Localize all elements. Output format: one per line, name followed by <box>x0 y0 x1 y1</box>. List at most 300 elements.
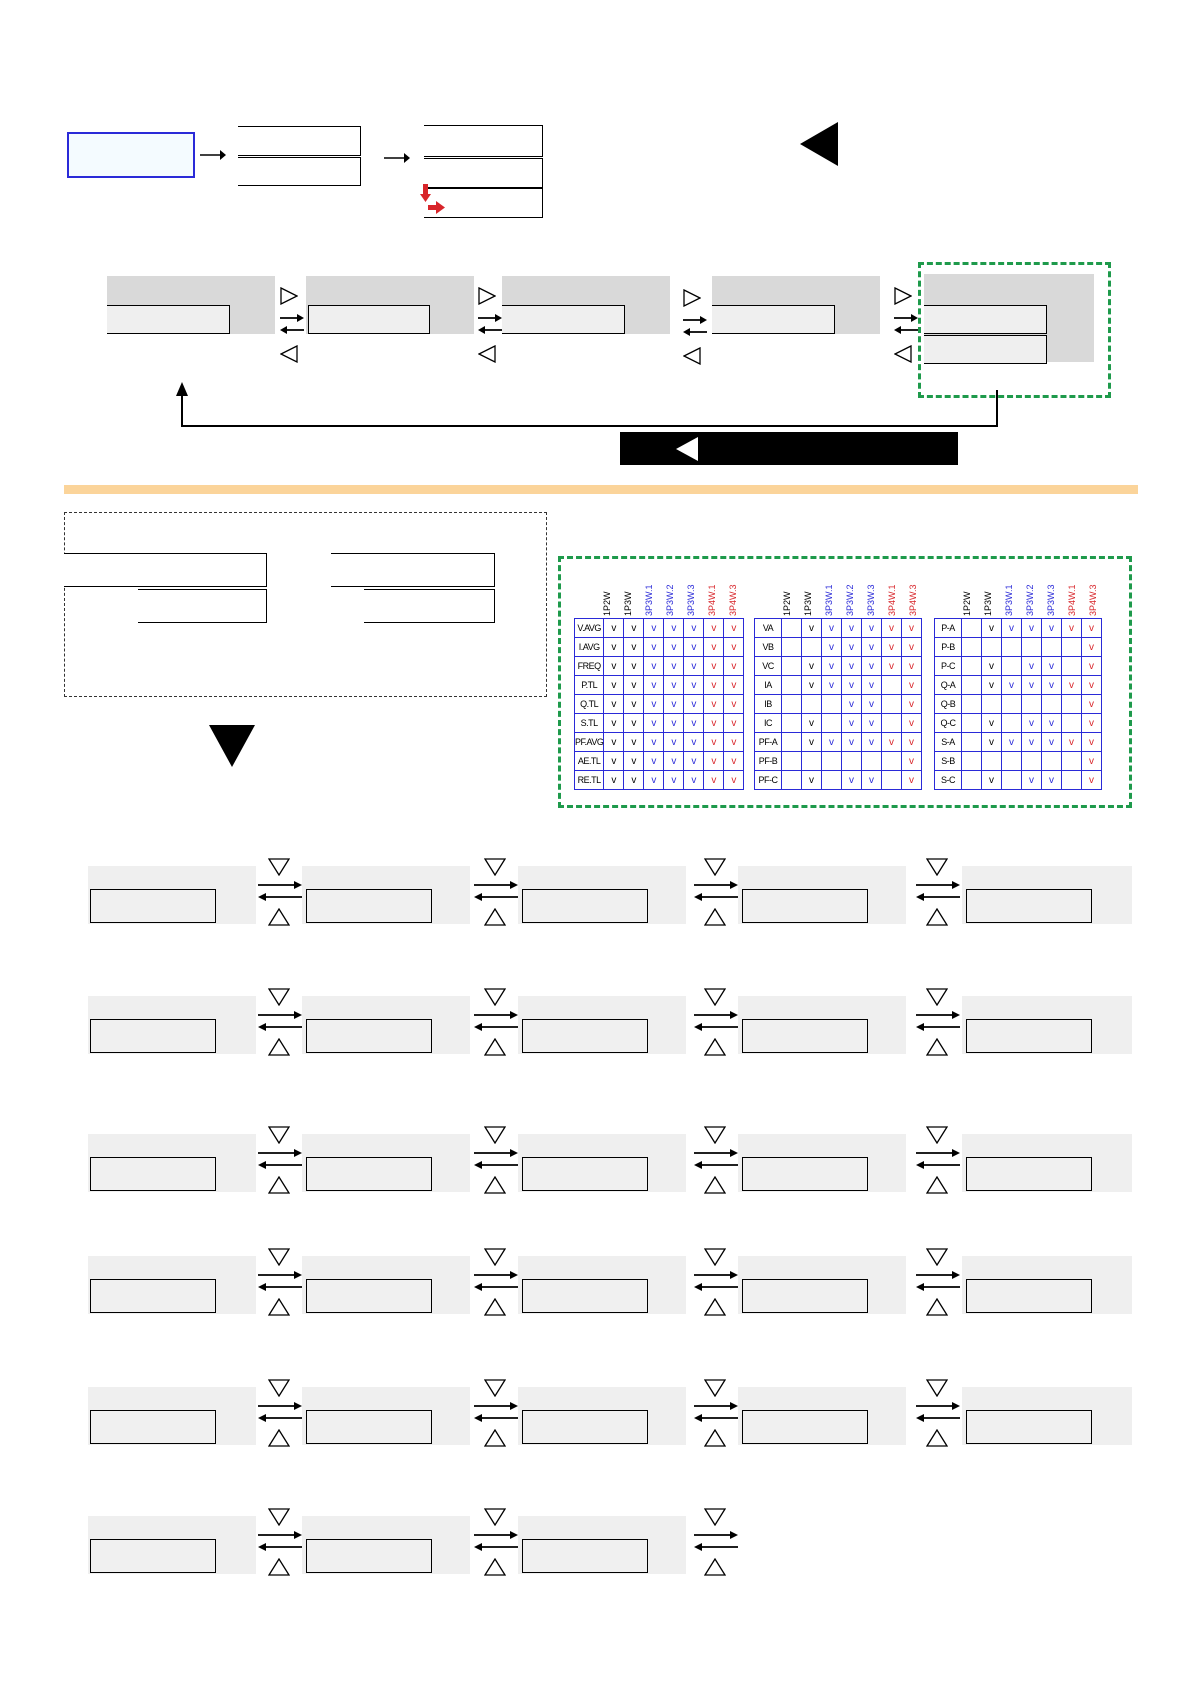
matrix-group <box>574 576 749 790</box>
check-mark-icon: v <box>809 736 814 748</box>
nav-group <box>258 1248 304 1316</box>
check-mark-icon: v <box>631 641 637 653</box>
matrix-cell <box>704 714 724 733</box>
matrix-cell <box>782 657 802 676</box>
triangle-down-outline-icon[interactable] <box>704 988 726 1006</box>
check-mark-icon: v <box>1089 641 1094 653</box>
matrix-row-label: IA <box>755 676 782 695</box>
matrix-cell <box>684 771 704 790</box>
nav-group <box>474 1508 520 1576</box>
triangle-down-outline-icon[interactable] <box>484 1248 506 1266</box>
matrix-column-header: 3P4W.3 <box>728 584 738 616</box>
matrix-cell <box>802 714 822 733</box>
check-mark-icon: v <box>909 622 914 634</box>
matrix-cell <box>1042 638 1062 657</box>
check-mark-icon: v <box>711 717 717 729</box>
check-mark-icon: v <box>849 641 854 653</box>
triangle-up-outline-icon[interactable] <box>704 1429 726 1447</box>
check-mark-icon: v <box>909 774 914 786</box>
matrix-row-label: PF-C <box>755 771 782 790</box>
check-mark-icon: v <box>691 698 697 710</box>
matrix-row <box>575 771 744 790</box>
matrix-cell <box>862 752 882 771</box>
matrix-cell <box>822 619 842 638</box>
matrix-cell <box>1082 714 1102 733</box>
check-mark-icon: v <box>671 698 677 710</box>
check-mark-icon: v <box>1069 622 1074 634</box>
nav-group <box>474 988 520 1056</box>
matrix-cell <box>604 657 624 676</box>
bidirectional-arrows-icon <box>694 1401 738 1423</box>
matrix-cell <box>664 771 684 790</box>
matrix-cell <box>862 733 882 752</box>
matrix-cell <box>664 638 684 657</box>
triangle-up-outline-icon[interactable] <box>268 1298 290 1316</box>
matrix-cell <box>802 619 822 638</box>
matrix-cell <box>822 733 842 752</box>
return-arrow-path <box>170 380 1010 430</box>
matrix-cell <box>1002 733 1022 752</box>
check-mark-icon: v <box>1029 736 1034 748</box>
matrix-cell <box>882 714 902 733</box>
triangle-down-outline-icon[interactable] <box>704 1508 726 1526</box>
matrix-column-header: 3P3W.1 <box>644 584 654 616</box>
check-mark-icon: v <box>691 641 697 653</box>
triangle-down-outline-icon[interactable] <box>268 1248 290 1266</box>
check-mark-icon: v <box>849 736 854 748</box>
matrix-cell <box>1022 695 1042 714</box>
triangle-down-outline-icon[interactable] <box>484 1508 506 1526</box>
check-mark-icon: v <box>889 736 894 748</box>
check-mark-icon: v <box>611 717 617 729</box>
bidirectional-arrows-icon <box>694 880 738 902</box>
matrix-cell <box>724 657 744 676</box>
matrix-row-label: P-A <box>935 619 962 638</box>
matrix-column-header: 3P3W.2 <box>665 584 675 616</box>
matrix-cell <box>982 752 1002 771</box>
display-field <box>742 1279 868 1313</box>
matrix-cell <box>724 714 744 733</box>
matrix-cell <box>1082 676 1102 695</box>
matrix-cell <box>1062 619 1082 638</box>
matrix-cell <box>1042 619 1062 638</box>
triangle-up-outline-icon[interactable] <box>926 1298 948 1316</box>
triangle-up-outline-icon[interactable] <box>704 1558 726 1576</box>
matrix-cell <box>902 657 922 676</box>
matrix-row <box>935 752 1102 771</box>
check-mark-icon: v <box>1009 736 1014 748</box>
matrix-row-label: Q-A <box>935 676 962 695</box>
matrix-cell <box>644 619 664 638</box>
matrix-cell <box>624 638 644 657</box>
matrix-cell <box>902 638 922 657</box>
matrix-cell <box>684 714 704 733</box>
check-mark-icon: v <box>1089 679 1094 691</box>
nav-group-2 <box>478 287 502 369</box>
display-field-2 <box>308 305 430 334</box>
matrix-cell <box>882 752 902 771</box>
triangle-up-outline-icon[interactable] <box>268 1558 290 1576</box>
triangle-right-icon[interactable] <box>894 287 912 305</box>
matrix-cell <box>822 695 842 714</box>
matrix-row <box>575 733 744 752</box>
entry-field-2 <box>238 157 361 186</box>
check-mark-icon: v <box>1089 736 1094 748</box>
triangle-down-outline-icon[interactable] <box>704 1379 726 1397</box>
display-field <box>306 1410 432 1444</box>
nav-group <box>694 1248 740 1316</box>
display-field <box>306 1157 432 1191</box>
triangle-down-outline-icon[interactable] <box>268 1379 290 1397</box>
setup-field-4 <box>364 589 495 623</box>
triangle-down-outline-icon[interactable] <box>926 1248 948 1266</box>
matrix-cell <box>982 771 1002 790</box>
bidirectional-arrows-icon <box>258 1401 302 1423</box>
triangle-up-outline-icon[interactable] <box>704 1038 726 1056</box>
check-mark-icon: v <box>809 660 814 672</box>
matrix-cell <box>624 619 644 638</box>
check-mark-icon: v <box>671 660 677 672</box>
triangle-up-outline-icon[interactable] <box>704 1298 726 1316</box>
matrix-cell <box>1062 695 1082 714</box>
matrix-row <box>755 619 922 638</box>
check-mark-icon: v <box>671 774 677 786</box>
nav-group-4 <box>894 287 918 369</box>
triangle-down-icon[interactable] <box>209 725 255 767</box>
check-mark-icon: v <box>849 698 854 710</box>
back-button-bar[interactable] <box>620 432 958 465</box>
matrix-cell <box>1022 752 1042 771</box>
matrix-cell <box>782 752 802 771</box>
triangle-right-icon[interactable] <box>280 287 298 305</box>
matrix-cell <box>822 714 842 733</box>
check-mark-icon: v <box>1029 679 1034 691</box>
triangle-down-outline-icon[interactable] <box>704 858 726 876</box>
matrix-cell <box>604 695 624 714</box>
triangle-down-outline-icon[interactable] <box>268 1508 290 1526</box>
check-mark-icon: v <box>829 622 834 634</box>
check-mark-icon: v <box>869 774 874 786</box>
matrix-row-label: FREQ <box>575 657 604 676</box>
triangle-down-outline-icon[interactable] <box>926 858 948 876</box>
bidirectional-arrows-icon <box>280 313 304 335</box>
matrix-header <box>602 576 749 618</box>
matrix-cell <box>1082 638 1102 657</box>
matrix-cell <box>1082 771 1102 790</box>
triangle-up-outline-icon[interactable] <box>484 1558 506 1576</box>
check-mark-icon: v <box>809 774 814 786</box>
matrix-row-label: V.AVG <box>575 619 604 638</box>
matrix-cell <box>604 676 624 695</box>
matrix-row <box>755 695 922 714</box>
matrix-cell <box>664 752 684 771</box>
nav-group <box>258 1508 304 1576</box>
display-field <box>90 889 216 923</box>
matrix-cell <box>842 733 862 752</box>
matrix-cell <box>604 752 624 771</box>
matrix-cell <box>1042 752 1062 771</box>
triangle-left-icon[interactable] <box>676 437 698 461</box>
matrix-cell <box>624 695 644 714</box>
matrix-row <box>575 619 744 638</box>
check-mark-icon: v <box>611 660 617 672</box>
matrix-column-header: 1P3W <box>983 591 993 616</box>
check-mark-icon: v <box>809 717 814 729</box>
matrix-cell <box>802 638 822 657</box>
matrix-column-header: 3P3W.3 <box>686 584 696 616</box>
check-mark-icon: v <box>1029 717 1034 729</box>
matrix-cell <box>882 771 902 790</box>
check-mark-icon: v <box>809 679 814 691</box>
matrix-header <box>962 576 1109 618</box>
triangle-down-outline-icon[interactable] <box>704 1126 726 1144</box>
bidirectional-arrows-icon <box>474 1530 518 1552</box>
triangle-up-outline-icon[interactable] <box>484 1429 506 1447</box>
matrix-cell <box>902 733 922 752</box>
matrix-cell <box>1002 771 1022 790</box>
matrix-cell <box>644 695 664 714</box>
triangle-up-outline-icon[interactable] <box>484 1176 506 1194</box>
matrix-cell <box>802 733 822 752</box>
check-mark-icon: v <box>1089 717 1094 729</box>
check-mark-icon: v <box>869 641 874 653</box>
matrix-column-header: 3P3W.2 <box>1025 584 1035 616</box>
check-mark-icon: v <box>909 717 914 729</box>
display-field-1 <box>107 305 230 334</box>
triangle-left-outline-icon[interactable] <box>683 347 701 365</box>
matrix-cell <box>1082 733 1102 752</box>
matrix-cell <box>842 619 862 638</box>
matrix-row <box>755 638 922 657</box>
triangle-up-outline-icon[interactable] <box>704 908 726 926</box>
nav-group <box>694 858 740 926</box>
matrix-column-header: 3P4W.1 <box>887 584 897 616</box>
setup-field-2 <box>138 589 267 623</box>
matrix-column-header: 3P4W.3 <box>1088 584 1098 616</box>
check-mark-icon: v <box>631 622 637 634</box>
start-box <box>67 132 195 178</box>
nav-group <box>474 858 520 926</box>
triangle-down-outline-icon[interactable] <box>268 1126 290 1144</box>
matrix-cell <box>704 676 724 695</box>
matrix-cell <box>684 752 704 771</box>
triangle-up-outline-icon[interactable] <box>484 1298 506 1316</box>
check-mark-icon: v <box>1049 717 1054 729</box>
matrix-cell <box>822 752 842 771</box>
matrix-cell <box>902 676 922 695</box>
matrix-row-label: RE.TL <box>575 771 604 790</box>
matrix-cell <box>684 695 704 714</box>
display-field <box>522 1410 648 1444</box>
triangle-down-outline-icon[interactable] <box>704 1248 726 1266</box>
matrix-cell <box>1042 657 1062 676</box>
matrix-cell <box>962 752 982 771</box>
check-mark-icon: v <box>631 755 637 767</box>
matrix-column-header: 3P3W.1 <box>824 584 834 616</box>
matrix-cell <box>1082 752 1102 771</box>
display-field-4 <box>712 305 835 334</box>
triangle-left-outline-icon[interactable] <box>478 345 496 363</box>
matrix-cell <box>644 752 664 771</box>
triangle-left-outline-icon[interactable] <box>280 345 298 363</box>
check-mark-icon: v <box>731 660 737 672</box>
check-mark-icon: v <box>849 774 854 786</box>
matrix-cell <box>982 638 1002 657</box>
check-mark-icon: v <box>611 641 617 653</box>
matrix-cell <box>624 714 644 733</box>
triangle-up-outline-icon[interactable] <box>704 1176 726 1194</box>
check-mark-icon: v <box>869 736 874 748</box>
matrix-cell <box>822 771 842 790</box>
check-mark-icon: v <box>1029 622 1034 634</box>
bidirectional-arrows-icon <box>258 1530 302 1552</box>
check-mark-icon: v <box>731 641 737 653</box>
display-field <box>90 1157 216 1191</box>
matrix-table <box>754 618 922 790</box>
matrix-cell <box>782 771 802 790</box>
triangle-up-outline-icon[interactable] <box>484 908 506 926</box>
check-mark-icon: v <box>731 736 737 748</box>
matrix-group <box>754 576 929 790</box>
check-mark-icon: v <box>849 679 854 691</box>
check-mark-icon: v <box>1009 622 1014 634</box>
matrix-group <box>934 576 1109 790</box>
triangle-up-outline-icon[interactable] <box>926 1176 948 1194</box>
matrix-row-label: P.TL <box>575 676 604 695</box>
matrix-cell <box>604 733 624 752</box>
matrix-row-label: P-C <box>935 657 962 676</box>
triangle-down-outline-icon[interactable] <box>268 858 290 876</box>
nav-group <box>916 858 962 926</box>
matrix-cell <box>1082 695 1102 714</box>
triangle-down-outline-icon[interactable] <box>484 858 506 876</box>
red-arrow-icon <box>420 184 446 216</box>
triangle-down-outline-icon[interactable] <box>484 988 506 1006</box>
triangle-down-outline-icon[interactable] <box>926 988 948 1006</box>
check-mark-icon: v <box>671 717 677 729</box>
check-mark-icon: v <box>711 698 717 710</box>
matrix-cell <box>664 676 684 695</box>
triangle-up-outline-icon[interactable] <box>926 1429 948 1447</box>
matrix-row-label: P-B <box>935 638 962 657</box>
check-mark-icon: v <box>1089 755 1094 767</box>
triangle-up-outline-icon[interactable] <box>268 908 290 926</box>
triangle-up-outline-icon[interactable] <box>926 1038 948 1056</box>
matrix-cell <box>982 657 1002 676</box>
matrix-cell <box>842 771 862 790</box>
check-mark-icon: v <box>671 736 677 748</box>
display-field <box>966 889 1092 923</box>
matrix-cell <box>724 676 744 695</box>
triangle-up-outline-icon[interactable] <box>926 908 948 926</box>
matrix-header <box>782 576 929 618</box>
check-mark-icon: v <box>1049 679 1054 691</box>
bidirectional-arrows-icon <box>474 1010 518 1032</box>
matrix-row <box>755 657 922 676</box>
bidirectional-arrows-icon <box>258 1010 302 1032</box>
check-mark-icon: v <box>631 774 637 786</box>
matrix-row-label: S-C <box>935 771 962 790</box>
display-field <box>306 889 432 923</box>
triangle-right-icon[interactable] <box>478 287 496 305</box>
triangle-up-outline-icon[interactable] <box>268 1038 290 1056</box>
bidirectional-arrows-icon <box>258 1148 302 1170</box>
triangle-left-icon[interactable] <box>800 122 838 166</box>
matrix-cell <box>724 733 744 752</box>
matrix-cell <box>802 752 822 771</box>
check-mark-icon: v <box>889 641 894 653</box>
nav-group <box>258 988 304 1056</box>
matrix-cell <box>604 771 624 790</box>
setup-field-3 <box>331 553 495 587</box>
matrix-cell <box>644 676 664 695</box>
matrix-cell <box>782 638 802 657</box>
bidirectional-arrows-icon <box>474 1270 518 1292</box>
check-mark-icon: v <box>651 660 657 672</box>
display-field <box>90 1019 216 1053</box>
matrix-cell <box>1002 695 1022 714</box>
matrix-column-header: 1P2W <box>782 591 792 616</box>
matrix-column-header: 3P3W.3 <box>866 584 876 616</box>
triangle-down-outline-icon[interactable] <box>484 1379 506 1397</box>
display-field-5b <box>924 335 1047 364</box>
display-field <box>306 1539 432 1573</box>
triangle-up-outline-icon[interactable] <box>484 1038 506 1056</box>
triangle-right-icon[interactable] <box>683 289 701 307</box>
check-mark-icon: v <box>691 736 697 748</box>
check-mark-icon: v <box>631 717 637 729</box>
matrix-cell <box>862 695 882 714</box>
matrix-cell <box>604 638 624 657</box>
matrix-column-header: 3P4W.1 <box>1067 584 1077 616</box>
triangle-down-outline-icon[interactable] <box>926 1379 948 1397</box>
display-field <box>90 1279 216 1313</box>
nav-group <box>474 1126 520 1194</box>
matrix-row-label: VC <box>755 657 782 676</box>
bidirectional-arrows-icon <box>894 313 918 335</box>
triangle-up-outline-icon[interactable] <box>268 1429 290 1447</box>
matrix-cell <box>882 638 902 657</box>
matrix-row-label: Q.TL <box>575 695 604 714</box>
display-field <box>742 889 868 923</box>
matrix-row <box>575 714 744 733</box>
matrix-cell <box>902 714 922 733</box>
matrix-column-header: 3P3W.1 <box>1004 584 1014 616</box>
triangle-down-outline-icon[interactable] <box>926 1126 948 1144</box>
check-mark-icon: v <box>909 755 914 767</box>
display-field <box>90 1539 216 1573</box>
display-field <box>966 1157 1092 1191</box>
display-field <box>522 1279 648 1313</box>
matrix-cell <box>724 771 744 790</box>
matrix-cell <box>1022 676 1042 695</box>
matrix-cell <box>882 695 902 714</box>
display-field <box>742 1157 868 1191</box>
matrix-cell <box>882 733 902 752</box>
matrix-cell <box>862 676 882 695</box>
matrix-cell <box>644 638 664 657</box>
matrix-column-header: 3P3W.2 <box>845 584 855 616</box>
triangle-down-outline-icon[interactable] <box>268 988 290 1006</box>
matrix-cell <box>1062 676 1082 695</box>
check-mark-icon: v <box>711 736 717 748</box>
triangle-down-outline-icon[interactable] <box>484 1126 506 1144</box>
matrix-cell <box>1002 676 1022 695</box>
triangle-left-outline-icon[interactable] <box>894 345 912 363</box>
matrix-cell <box>782 619 802 638</box>
display-field <box>966 1019 1092 1053</box>
triangle-up-outline-icon[interactable] <box>268 1176 290 1194</box>
